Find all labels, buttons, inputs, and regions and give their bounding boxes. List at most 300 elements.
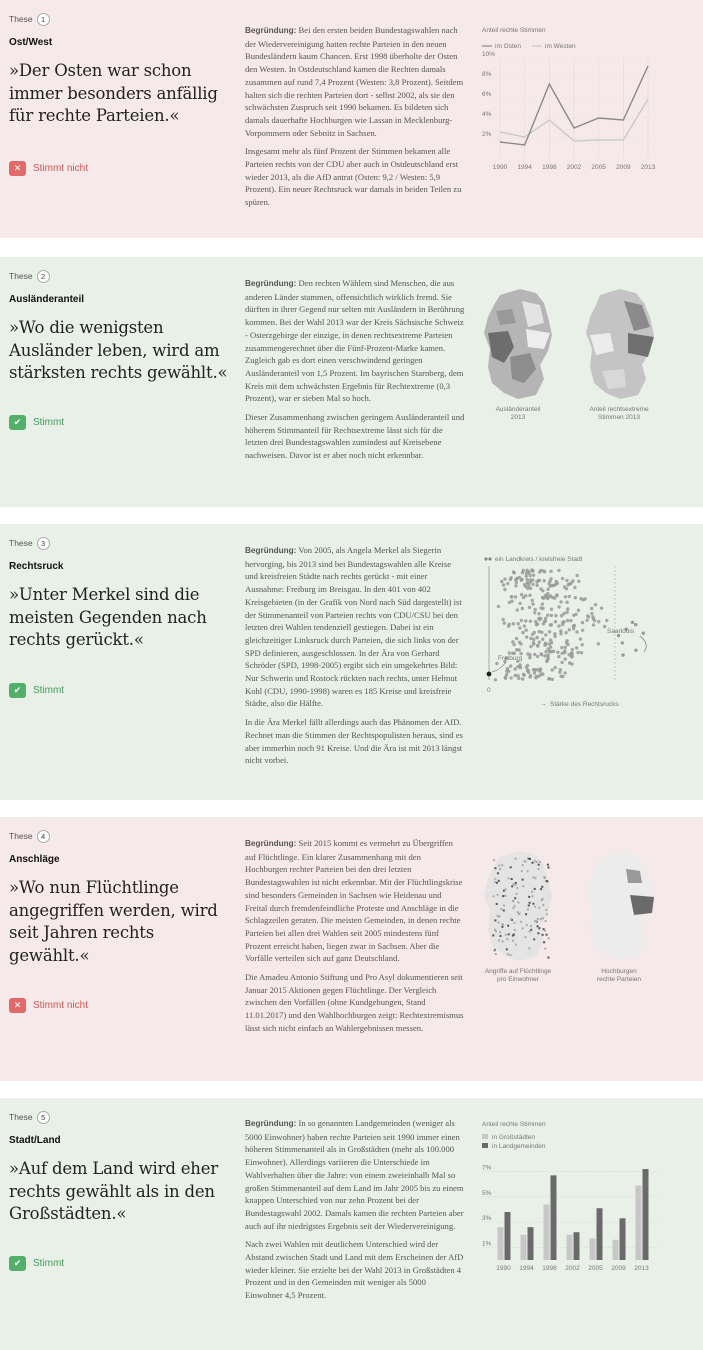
thesis-number-badge: 1 bbox=[37, 13, 50, 26]
scatter-point bbox=[504, 676, 507, 679]
scatter-point bbox=[564, 646, 567, 649]
attack-dot bbox=[500, 935, 502, 937]
thesis-quote: »Wo nun Flüchtlinge angegriffen werden, wird seit Jahren rechts gewählt.« bbox=[9, 878, 218, 965]
attack-dot bbox=[536, 861, 538, 863]
x-tick-label: 2013 bbox=[634, 1265, 649, 1272]
attack-dot bbox=[548, 867, 550, 869]
scatter-point bbox=[565, 639, 568, 642]
scatter-point bbox=[566, 601, 569, 604]
scatter-point bbox=[579, 597, 582, 600]
x-tick-label: 1994 bbox=[519, 1265, 534, 1272]
thesis-2-label bbox=[9, 269, 234, 283]
attack-dot bbox=[546, 934, 548, 936]
attack-dot bbox=[496, 882, 498, 884]
scatter-point bbox=[535, 584, 538, 587]
scatter-point bbox=[550, 608, 553, 611]
scatter-point bbox=[509, 676, 512, 679]
x-tick-label: 1998 bbox=[542, 1265, 557, 1272]
scatter-point bbox=[548, 579, 551, 582]
scatter-point bbox=[548, 630, 551, 633]
scatter-point bbox=[557, 655, 560, 658]
thesis-topic: Ausländeranteil bbox=[9, 294, 85, 305]
scatter-point bbox=[541, 607, 544, 610]
attack-dot bbox=[499, 868, 501, 870]
reasoning-paragraph-2: Nach zwei Wahlen mit deutlichem Unterschied wird der Abstand zwischen Stadt und Land mit dem Erscheinen der AfD wieder kleiner. Sie erzielte bei der Wahl 2013 in Großstädten 4 Prozent und in den Gemeinden mit weniger als 5000 Einwohner 4,5 Prozent. bbox=[245, 1239, 464, 1301]
scatter-point bbox=[560, 652, 563, 655]
scatter-point bbox=[603, 625, 606, 628]
x-tick-label: 2009 bbox=[611, 1265, 626, 1272]
bar bbox=[544, 1204, 550, 1260]
these-label: These bbox=[9, 1112, 33, 1122]
verdict-label: Stimmt bbox=[33, 1258, 65, 1269]
scatter-point bbox=[631, 621, 634, 624]
scatter-point bbox=[495, 662, 498, 665]
map-left-caption-2: pro Einwohner bbox=[497, 976, 539, 983]
scatter-point bbox=[537, 612, 540, 615]
scatter-point bbox=[513, 571, 516, 574]
attack-dot bbox=[513, 883, 515, 885]
scatter-point bbox=[555, 580, 558, 583]
attack-dot bbox=[517, 902, 519, 904]
maps-svg bbox=[478, 287, 683, 427]
verdict-badge bbox=[9, 683, 64, 698]
attack-dot bbox=[538, 864, 540, 866]
scatter-point bbox=[550, 641, 553, 644]
attack-dot bbox=[510, 918, 512, 920]
verdict-label: Stimmt bbox=[33, 417, 65, 428]
attack-dot bbox=[541, 886, 543, 888]
germany-maps-anschlaege bbox=[478, 849, 683, 989]
attack-dot bbox=[499, 931, 501, 933]
map-left-caption-1: Ausländeranteil bbox=[495, 406, 541, 413]
scatter-point bbox=[590, 607, 593, 610]
scatter-point bbox=[507, 670, 510, 673]
verdict-label: Stimmt bbox=[33, 685, 65, 696]
scatter-point bbox=[600, 607, 603, 610]
thesis-1-intro bbox=[9, 12, 234, 128]
scatter-point bbox=[528, 675, 531, 678]
thesis-4-section bbox=[0, 817, 703, 1081]
scatter-point bbox=[571, 648, 574, 651]
y-tick-label: 5% bbox=[482, 1189, 492, 1197]
scatter-point bbox=[546, 597, 549, 600]
attack-dot bbox=[514, 929, 516, 931]
attack-dot bbox=[514, 905, 516, 907]
scatter-point bbox=[539, 668, 542, 671]
legend-dot bbox=[484, 557, 487, 560]
attack-dot bbox=[529, 902, 531, 904]
scatter-point bbox=[531, 599, 534, 602]
scatter-point bbox=[544, 633, 547, 636]
scatter-point bbox=[538, 579, 541, 582]
bar-chart-svg bbox=[478, 1118, 683, 1278]
scatter-point bbox=[528, 594, 531, 597]
scatter-point bbox=[634, 623, 637, 626]
scatter-point bbox=[574, 596, 577, 599]
attack-dot bbox=[515, 858, 517, 860]
scatter-point bbox=[527, 584, 530, 587]
x-tick-label: 2005 bbox=[588, 1265, 603, 1272]
scatter-point bbox=[554, 583, 557, 586]
scatter-point bbox=[560, 675, 563, 678]
attack-dot bbox=[515, 944, 517, 946]
scatter-point bbox=[554, 666, 557, 669]
attack-dot bbox=[537, 918, 539, 920]
scatter-point bbox=[538, 570, 541, 573]
attack-dot bbox=[546, 880, 548, 882]
attack-dot bbox=[534, 906, 536, 908]
these-label: These bbox=[9, 14, 33, 24]
attack-dot bbox=[532, 903, 534, 905]
scatter-point bbox=[566, 643, 569, 646]
attack-dot bbox=[522, 864, 524, 866]
thesis-4-label bbox=[9, 829, 234, 843]
attack-dot bbox=[494, 950, 496, 952]
bar bbox=[643, 1169, 649, 1260]
thesis-topic: Anschläge bbox=[9, 854, 60, 865]
scatter-point bbox=[557, 569, 560, 572]
scatter-point bbox=[575, 630, 578, 633]
scatter-point bbox=[520, 619, 523, 622]
thesis-topic: Ost/West bbox=[9, 37, 53, 48]
scatter-point bbox=[525, 575, 528, 578]
scatter-point bbox=[550, 650, 553, 653]
reasoning-paragraph bbox=[245, 277, 465, 405]
scatter-point bbox=[587, 615, 590, 618]
scatter-point bbox=[532, 574, 535, 577]
bar bbox=[597, 1208, 603, 1260]
scatter-point bbox=[540, 652, 543, 655]
bar bbox=[521, 1235, 527, 1260]
thesis-1-section bbox=[0, 0, 703, 238]
scatter-point bbox=[516, 577, 519, 580]
scatter-point bbox=[605, 619, 608, 622]
freiburg-point bbox=[487, 672, 492, 677]
x-tick-label: 1998 bbox=[542, 164, 557, 171]
attack-dot bbox=[498, 939, 500, 941]
scatter-point bbox=[516, 665, 519, 668]
thesis-1-label bbox=[9, 12, 234, 26]
attack-dot bbox=[546, 913, 548, 915]
reasoning-paragraph-2: In die Ära Merkel fällt allerdings auch das Phänomen der AfD. Rechnet man die Stimmen der Rechtspopulisten heraus, sind es aber immerhin noch 91 Kreise. Und die Ära ist mit 2013 längst nicht vorbei. bbox=[245, 717, 463, 766]
scatter-point bbox=[592, 623, 595, 626]
map-left-caption-1: Angriffe auf Flüchtlinge bbox=[484, 968, 552, 975]
scatter-point bbox=[518, 626, 521, 629]
scatter-point bbox=[549, 645, 552, 648]
thesis-reasoning bbox=[245, 1117, 465, 1308]
scatter-point bbox=[550, 614, 553, 617]
scatter-point bbox=[506, 582, 509, 585]
reasoning-label: Begründung: bbox=[245, 26, 297, 35]
scatter-point bbox=[566, 619, 569, 622]
check-icon: ✔ bbox=[9, 1256, 26, 1271]
attack-dot bbox=[508, 933, 510, 935]
scatter-point bbox=[536, 644, 539, 647]
attack-dot bbox=[531, 891, 533, 893]
scatter-rechtsruck bbox=[478, 552, 683, 712]
scatter-point bbox=[544, 650, 547, 653]
scatter-point bbox=[512, 622, 515, 625]
scatter-point bbox=[532, 668, 535, 671]
scatter-point bbox=[546, 614, 549, 617]
scatter-point bbox=[519, 642, 522, 645]
attack-dot bbox=[495, 930, 497, 932]
thesis-4-intro bbox=[9, 829, 234, 967]
attack-dot bbox=[499, 916, 501, 918]
reasoning-text: In so genannten Landgemeinden (weniger als 5000 Einwohner) haben rechte Parteien seit 1990 immer einen höheren Stimmenanteil als in Großstädten (mehr als 100.000 Einwohner). Allerdings variieren die Unterschiede im Wahlverhalten über die Jahre: von einem zweieinhalb Mal so großen Stimmenanteil auf dem Land im Jahr 2005 bis zu einem knappen Unterschied von nur zehn Prozent bei der Bundestagswahl 2002. Damals kamen die rechten Parteien aber auch auf ihr niedrigstes Ergebnis seit der Wiedervereinigung. bbox=[245, 1118, 464, 1231]
bar bbox=[590, 1239, 596, 1260]
axis-caption: Stärke des Rechtsrucks bbox=[550, 701, 619, 708]
x-tick-label: 2009 bbox=[616, 164, 631, 171]
scatter-point bbox=[502, 583, 505, 586]
scatter-point bbox=[542, 597, 545, 600]
reasoning-label: Begründung: bbox=[245, 839, 297, 848]
attack-dot bbox=[545, 920, 547, 922]
scatter-point bbox=[593, 619, 596, 622]
attack-dot bbox=[513, 922, 515, 924]
attack-dot bbox=[503, 910, 505, 912]
legend-entry: in Großstädten bbox=[492, 1134, 535, 1141]
reasoning-paragraph-2: Dieser Zusammenhang zwischen geringem Ausländeranteil und höherem Stimmanteil für Rechtsextreme lässt sich für die letzten drei Bundestagswahlen zumindest auf Kreisebene nachweisen. Davor ist er aber noch nicht erkennbar. bbox=[245, 412, 465, 461]
attack-dot bbox=[506, 948, 508, 950]
attack-dot bbox=[501, 926, 503, 928]
scatter-point bbox=[539, 587, 542, 590]
verdict-badge bbox=[9, 415, 64, 430]
attack-dot bbox=[512, 900, 514, 902]
y-tick-label: 2% bbox=[482, 131, 492, 138]
scatter-point bbox=[575, 646, 578, 649]
chart-title: Anteil rechte Stimmen bbox=[482, 1121, 546, 1128]
scatter-point bbox=[642, 632, 645, 635]
x-tick-label: 1990 bbox=[496, 1265, 511, 1272]
scatter-point bbox=[544, 594, 547, 597]
attack-dot bbox=[533, 938, 535, 940]
scatter-point bbox=[597, 642, 600, 645]
verdict-badge bbox=[9, 998, 88, 1013]
attack-dot bbox=[494, 878, 496, 880]
bar bbox=[613, 1240, 619, 1260]
scatter-point bbox=[533, 631, 536, 634]
axis-caption-arrow: → bbox=[540, 701, 547, 708]
attack-dot bbox=[530, 925, 532, 927]
line-chart-svg bbox=[478, 22, 683, 172]
y-tick-label: 6% bbox=[482, 91, 492, 98]
scatter-point bbox=[510, 576, 513, 579]
scatter-point bbox=[516, 674, 519, 677]
these-label: These bbox=[9, 538, 33, 548]
x-tick-label: 2002 bbox=[565, 1265, 580, 1272]
attack-dot bbox=[505, 889, 507, 891]
attack-dot bbox=[537, 932, 539, 934]
reasoning-text: Seit 2015 kommt es vermehrt zu Übergriffen auf Flüchtlinge. Ein klarer Zusammenhang mit den Hochburgen rechter Parteien bei den drei letzten Bundestagswahlen ist nicht erkennbar. Mit der Flüchtlingskrise sind besonders Gemeinden in Sachsen wie Heidenau und Freital durch fremdenfeindliche Proteste und Anschläge in die Schlagzeilen geraten. Die meisten Gemeinden, in denen rechte Parteien bei allen drei Wahlen seit 2005 mindestens fünf Prozent erreicht haben, liegen zwar in Sachsen. Aber die Vorfälle verteilen sich auf ganz Deutschland. bbox=[245, 838, 463, 964]
scatter-point bbox=[621, 641, 624, 644]
scatter-points bbox=[494, 568, 645, 681]
attack-dot bbox=[525, 913, 527, 915]
bar bbox=[636, 1185, 642, 1260]
bar bbox=[574, 1232, 580, 1260]
attack-dot bbox=[498, 880, 500, 882]
attack-dot bbox=[517, 911, 519, 913]
attack-dot bbox=[540, 888, 542, 890]
legend-entry: im Osten bbox=[495, 43, 522, 50]
attack-dot bbox=[522, 885, 524, 887]
scatter-point bbox=[503, 577, 506, 580]
scatter-point bbox=[529, 645, 532, 648]
scatter-point bbox=[561, 621, 564, 624]
reasoning-paragraph-2: Die Amadeu Antonio Stiftung und Pro Asyl dokumentieren seit Januar 2015 Aktionen gegen Flüchtlinge. Der Vergleich zwischen den Vorfällen (ohne Kundgebungen, Stand 11.01.2017) und den Wahlhochburgen zeigt: Rechtextremismus lässt sich nicht einfach an Wahlergebnissen messen. bbox=[245, 972, 464, 1033]
scatter-point bbox=[564, 631, 567, 634]
scatter-point bbox=[536, 655, 539, 658]
map-rechtsextreme bbox=[586, 289, 654, 399]
x-tick-label: 2002 bbox=[566, 164, 582, 171]
thesis-reasoning bbox=[245, 544, 465, 773]
verdict-badge bbox=[9, 161, 88, 176]
scatter-point bbox=[569, 619, 572, 622]
scatter-point bbox=[576, 574, 579, 577]
attack-dot bbox=[542, 917, 544, 919]
map-right-caption-1: Anteil rechtsextreme bbox=[589, 406, 649, 413]
map-auslaenderanteil bbox=[484, 289, 552, 399]
scatter-point bbox=[559, 600, 562, 603]
bar bbox=[620, 1218, 626, 1260]
y-tick-label: 4% bbox=[482, 111, 492, 118]
attack-dot bbox=[513, 907, 515, 909]
attack-dot bbox=[511, 885, 513, 887]
reasoning-text: Bei den ersten beiden Bundestagswahlen nach der Wiedervereinigung hatten rechte Parteien in den neuen Bundesländern kaum Chancen. Erst 1998 überholte der Osten den Westen. In Ostdeutschland kamen die Rechten damals zusammen auf rund 7,4 Prozent (Westen: 3,8 Prozent). Seitdem halten sich die rechten Parteien dort - selbst 2002, als sie den schwächsten Zuspruch seit 1990 bekamen. Es bildeten sich damals dauerhafte Hochburgen wie Lassan in Mecklenburg-Vorpommern oder Sebnitz in Sachsen. bbox=[245, 25, 464, 138]
scatter-point bbox=[535, 636, 538, 639]
attack-dot bbox=[494, 867, 496, 869]
scatter-point bbox=[514, 584, 517, 587]
scatter-point bbox=[556, 651, 559, 654]
scatter-point bbox=[508, 601, 511, 604]
scatter-point bbox=[549, 570, 552, 573]
reasoning-paragraph bbox=[245, 1117, 465, 1232]
attack-dot bbox=[504, 895, 506, 897]
map-angriffe bbox=[484, 851, 552, 961]
attack-dot bbox=[532, 862, 534, 864]
scatter-point bbox=[597, 620, 600, 623]
attack-dot bbox=[541, 899, 543, 901]
scatter-point bbox=[571, 652, 574, 655]
scatter-point bbox=[515, 648, 518, 651]
scatter-point bbox=[559, 632, 562, 635]
verdict-label: Stimmt nicht bbox=[33, 1000, 89, 1011]
scatter-point bbox=[566, 583, 569, 586]
attack-dot bbox=[505, 934, 507, 936]
attack-dot bbox=[534, 888, 536, 890]
scatter-point bbox=[543, 654, 546, 657]
thesis-3-intro bbox=[9, 536, 234, 652]
thesis-number-badge: 5 bbox=[37, 1111, 50, 1124]
map-hochburgen bbox=[586, 851, 654, 961]
attack-dot bbox=[495, 953, 497, 955]
scatter-point bbox=[519, 602, 522, 605]
attack-dot bbox=[534, 860, 536, 862]
scatter-point bbox=[524, 585, 527, 588]
scatter-point bbox=[533, 611, 536, 614]
scatter-point bbox=[571, 579, 574, 582]
attack-dot bbox=[548, 937, 550, 939]
scatter-point bbox=[500, 580, 503, 583]
reasoning-paragraph-2: Insgesamt mehr als fünf Prozent der Stimmen bekamen alle Parteien rechts von der CDU aber auch in Ostdeutschland erst wieder 2013, als die AfD antrat (Osten: 9,2 / Westen: 5,9 Prozent). Ein neuer Rechtsruck war damals in beiden Teilen zu spüren. bbox=[245, 146, 462, 208]
scatter-point bbox=[547, 657, 550, 660]
thesis-reasoning bbox=[245, 277, 465, 468]
these-label: These bbox=[9, 271, 33, 281]
reasoning-label: Begründung: bbox=[245, 1119, 297, 1128]
attack-dot bbox=[497, 894, 499, 896]
scatter-point bbox=[529, 637, 532, 640]
scatter-point bbox=[533, 653, 536, 656]
attack-dot bbox=[538, 907, 540, 909]
scatter-point bbox=[565, 587, 568, 590]
y-tick-label: 10% bbox=[482, 51, 496, 58]
attack-dot bbox=[526, 924, 528, 926]
scatter-point bbox=[564, 595, 567, 598]
attack-dot bbox=[502, 941, 504, 943]
y-tick-label: 1% bbox=[482, 1240, 492, 1248]
attack-dot bbox=[530, 929, 532, 931]
attack-dot bbox=[510, 866, 512, 868]
attack-dot bbox=[516, 887, 518, 889]
thesis-3-label bbox=[9, 536, 234, 550]
attack-dot bbox=[528, 896, 530, 898]
attack-dot bbox=[542, 904, 544, 906]
attack-dot bbox=[539, 861, 541, 863]
scatter-point bbox=[583, 597, 586, 600]
scatter-point bbox=[580, 651, 583, 654]
scatter-point bbox=[574, 613, 577, 616]
scatter-point bbox=[549, 623, 552, 626]
check-icon: ✔ bbox=[9, 415, 26, 430]
bar bbox=[505, 1212, 511, 1260]
scatter-point bbox=[503, 621, 506, 624]
scatter-point bbox=[586, 619, 589, 622]
bar-chart-stadt-land bbox=[478, 1118, 683, 1278]
scatter-point bbox=[534, 676, 537, 679]
thesis-number-badge: 2 bbox=[37, 270, 50, 283]
scatter-point bbox=[564, 657, 567, 660]
scatter-point bbox=[634, 649, 637, 652]
scatter-point bbox=[524, 619, 527, 622]
scatter-point bbox=[579, 637, 582, 640]
attack-dot bbox=[503, 905, 505, 907]
scatter-point bbox=[526, 578, 529, 581]
scatter-point bbox=[521, 677, 524, 680]
attack-dot bbox=[522, 927, 524, 929]
attack-dot bbox=[508, 878, 510, 880]
scatter-point bbox=[541, 602, 544, 605]
attack-dot bbox=[496, 903, 498, 905]
cross-icon: ✕ bbox=[9, 998, 26, 1013]
legend-dot bbox=[488, 557, 491, 560]
x-tick-label: 2013 bbox=[640, 164, 656, 171]
attack-dot bbox=[498, 865, 500, 867]
attack-dot bbox=[540, 918, 542, 920]
scatter-point bbox=[533, 671, 536, 674]
attack-dot bbox=[502, 923, 504, 925]
scatter-point bbox=[521, 631, 524, 634]
attack-dot bbox=[511, 878, 513, 880]
scatter-point bbox=[594, 603, 597, 606]
scatter-point bbox=[538, 674, 541, 677]
attack-dot bbox=[548, 957, 550, 959]
x-tick-label: 1990 bbox=[492, 164, 508, 171]
scatter-point bbox=[591, 615, 594, 618]
scatter-point bbox=[526, 669, 529, 672]
scatter-point bbox=[577, 580, 580, 583]
attack-dot bbox=[542, 934, 544, 936]
scatter-point bbox=[503, 588, 506, 591]
